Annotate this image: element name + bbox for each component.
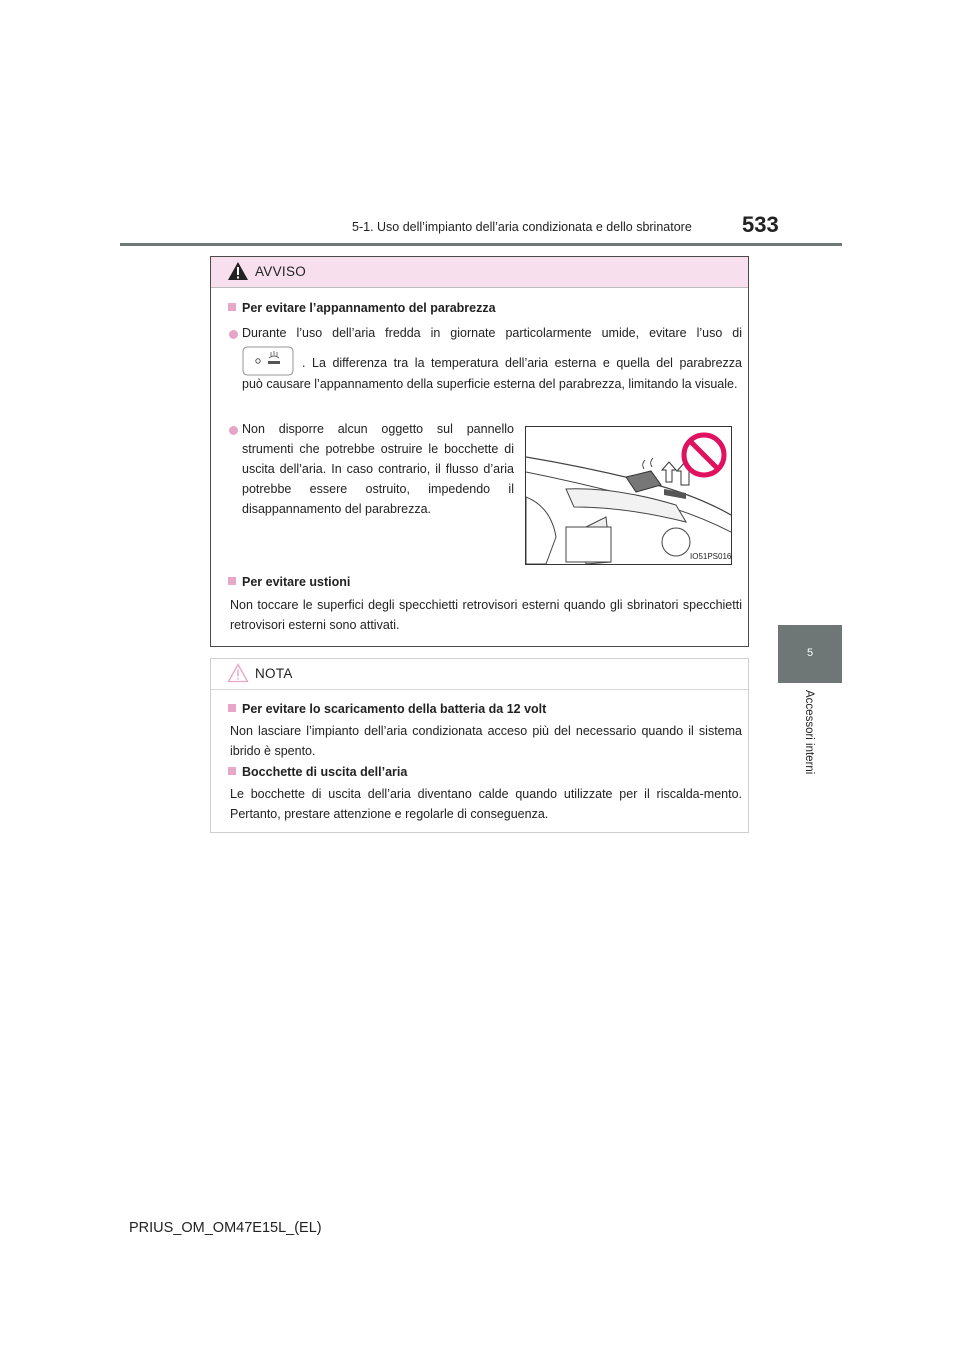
page-number: 533 [742, 212, 779, 237]
note-section2-heading: Bocchette di uscita dell’aria [228, 765, 407, 779]
warning-header [211, 257, 748, 288]
chapter-tab [778, 625, 842, 683]
note-section1-heading: Per evitare lo scaricamento della batteria da 12 volt [228, 702, 546, 716]
warning-bullet2: Non disporre alcun oggetto sul pannello strumenti che potrebbe ostruire le bocchette di uscita dell’aria. In caso contrario, il flusso d’aria potrebbe essere ostruito, impedendo il disappannamento del parabrezza. [242, 422, 514, 516]
note-section2-text: Le bocchette di uscita dell’aria diventano calde quando utilizzate per il riscalda-mento. Pertanto, prestare attenzione e regolarle di conseguenza. [230, 787, 742, 821]
warning-bullet1-rest: può causare l’appannamento della superficie esterna del parabrezza, limitando la visuale. [242, 377, 738, 391]
chapter-label [801, 690, 817, 810]
warning-bullet1-line1: Durante l’uso dell’aria fredda in giornate particolarmente umide, evitare l’uso di [242, 326, 742, 340]
note-section1-text: Non lasciare l’impianto dell’aria condizionata acceso più del necessario quando il sistema ibrido è spento. [230, 724, 742, 758]
dashboard-illustration [525, 426, 732, 565]
warning-bullet1-line2: . La differenza tra la temperatura dell’aria esterna e quella del parabrezza [302, 356, 742, 370]
square-bullet-icon [228, 704, 236, 712]
round-bullet-icon [229, 330, 238, 339]
square-bullet-icon [228, 577, 236, 585]
note-title: NOTA [255, 666, 293, 681]
warning-title: AVVISO [255, 264, 307, 279]
warning-section1-heading: Per evitare l’appannamento del parabrezza [228, 301, 496, 315]
note-box [210, 658, 749, 833]
warning-section2-heading: Per evitare ustioni [228, 575, 350, 589]
square-bullet-icon [228, 767, 236, 775]
figure-code: IO51PS016 [690, 552, 731, 561]
dashboard-drawing [526, 427, 731, 564]
warning-triangle-icon [227, 261, 249, 281]
section-title: 5-1. Uso dell’impianto dell’aria condizionata e dello sbrinatore [352, 220, 692, 234]
round-bullet-icon [229, 426, 238, 435]
caution-triangle-icon [227, 663, 249, 683]
header-rule [120, 243, 842, 246]
defroster-button-icon [242, 346, 294, 376]
warning-section2-text: Non toccare le superfici degli specchietti retrovisori esterni quando gli sbrinatori specchietti retrovisori esterni sono attivati. [230, 598, 742, 632]
square-bullet-icon [228, 303, 236, 311]
warning-box [210, 256, 749, 647]
document-code: PRIUS_OM_OM47E15L_(EL) [129, 1220, 322, 1236]
chapter-label-text: Accessori interni [803, 690, 815, 775]
chapter-number: 5 [806, 647, 814, 659]
note-header [211, 659, 748, 690]
